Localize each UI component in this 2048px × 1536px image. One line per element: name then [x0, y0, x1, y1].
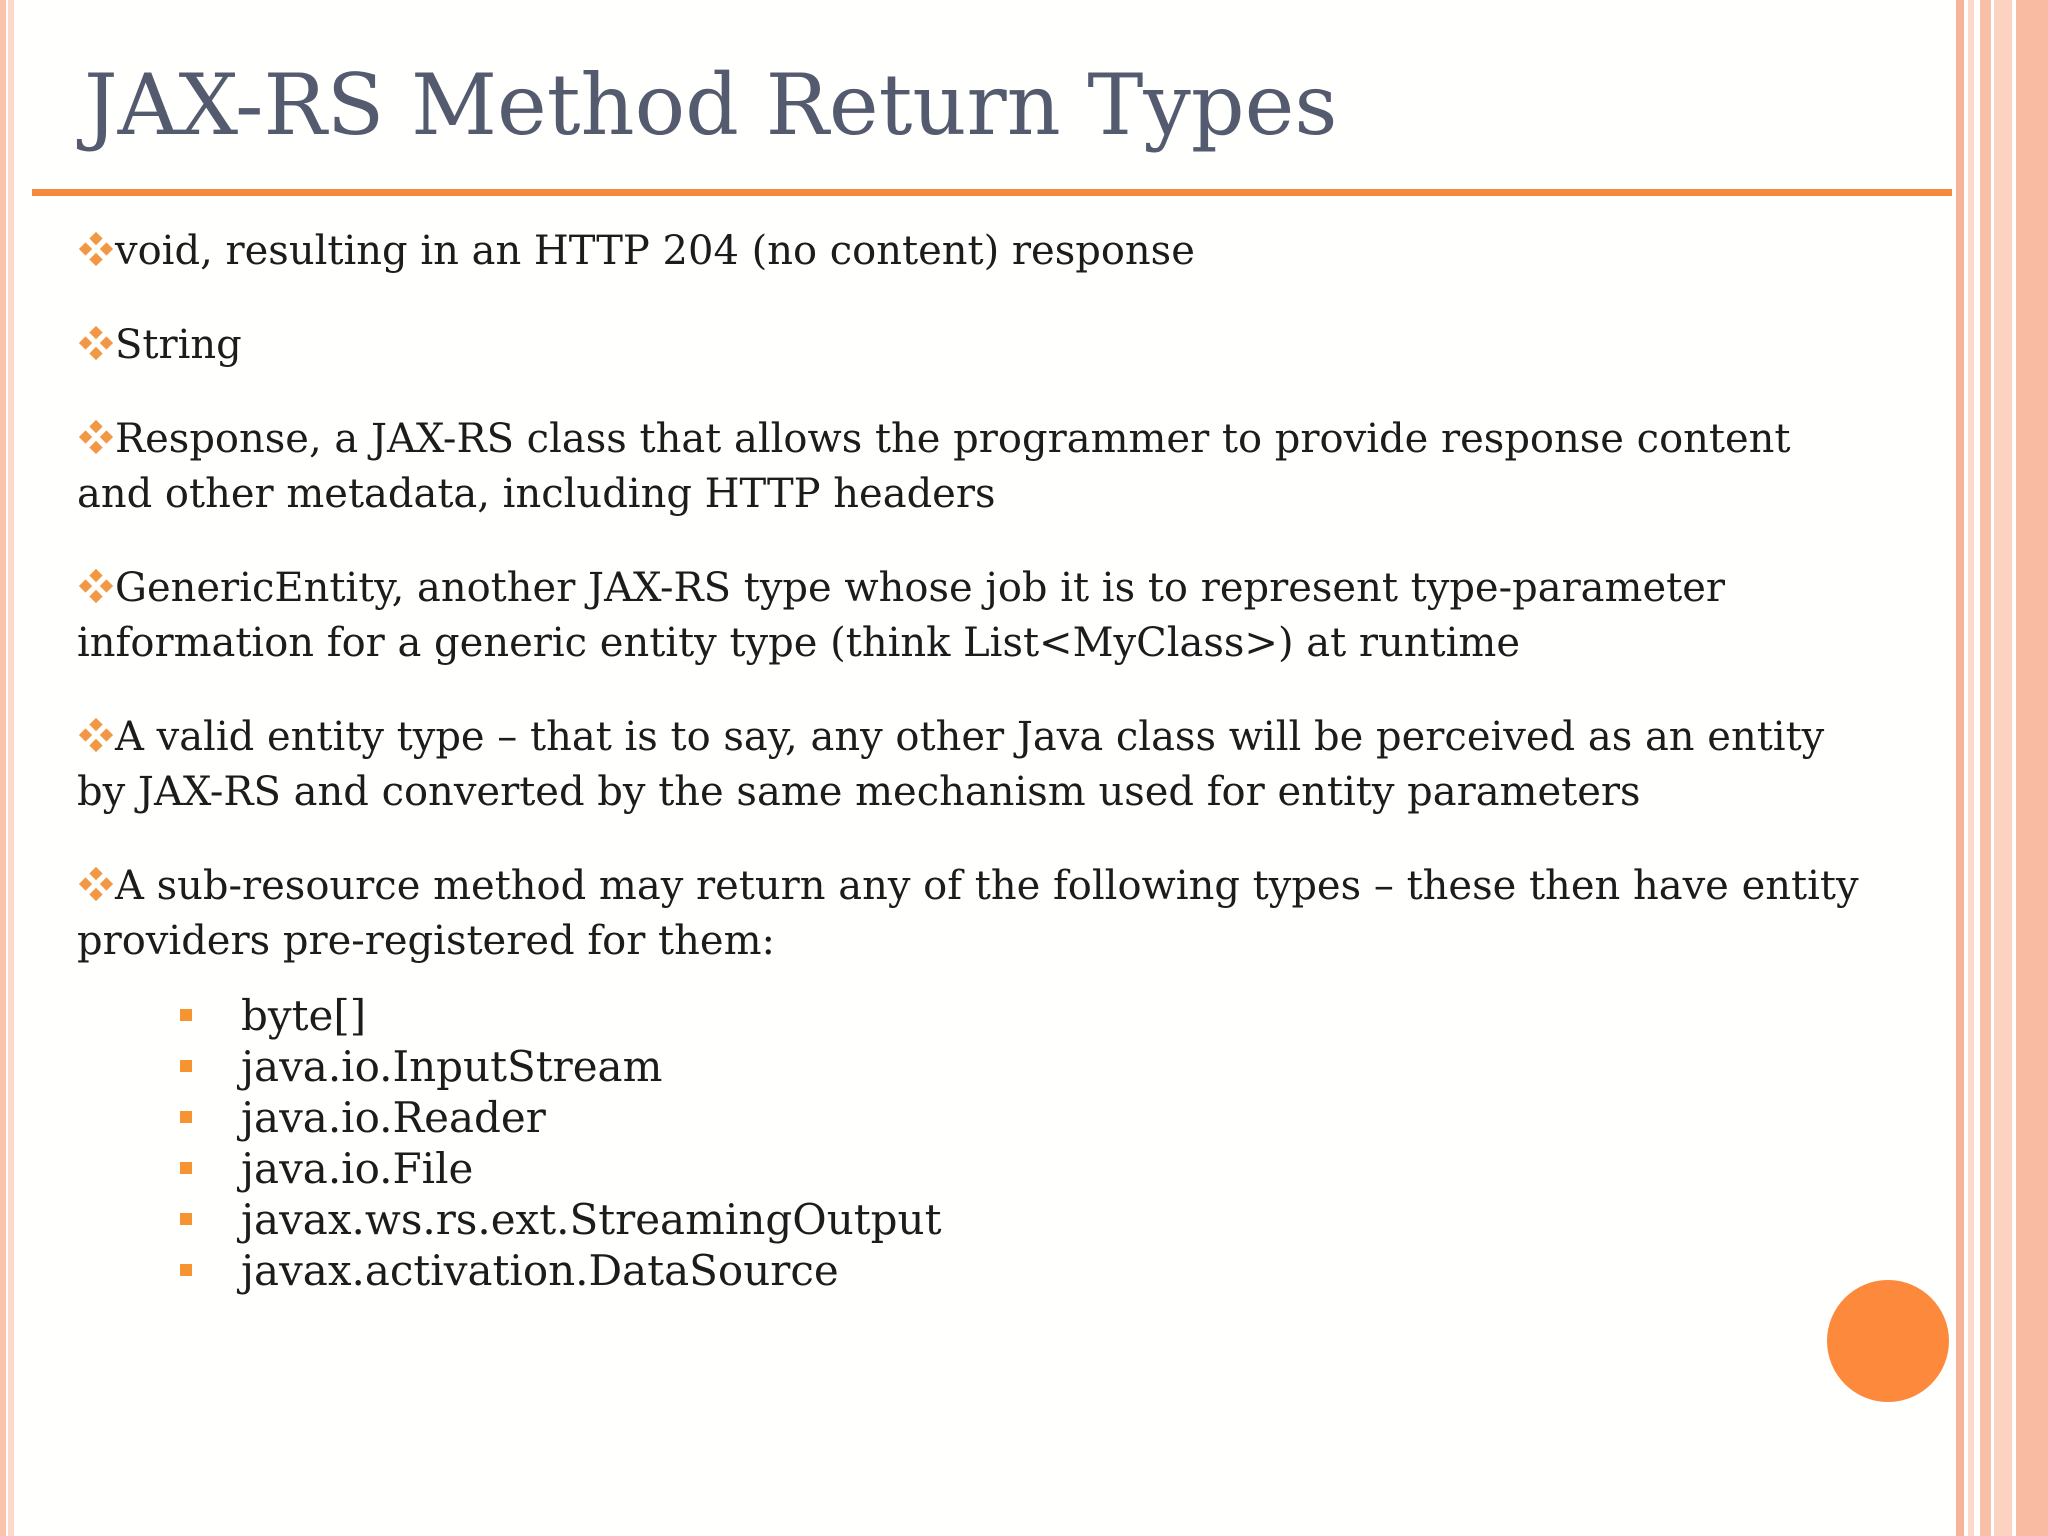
decorative-circle: [1827, 1280, 1949, 1402]
list-item: [241, 1245, 1867, 1296]
bullet-text: Response, a JAX-RS class that allows the programmer to provide response content and other metadata, including HTTP headers: [77, 416, 1791, 517]
bullet-text: void, resulting in an HTTP 204 (no content) response: [115, 228, 1195, 274]
list-item-text: byte[]: [241, 991, 367, 1040]
bullet-paragraph: [77, 412, 1867, 522]
diamond-cluster-icon: [77, 418, 115, 456]
bullet-paragraph: [77, 318, 1867, 373]
bullet-paragraph: [77, 710, 1867, 820]
slide-body: [77, 224, 1867, 1296]
bullet-text: String: [115, 322, 242, 368]
title-underline: [32, 189, 1952, 196]
list-item: [241, 990, 1867, 1041]
square-bullet-icon: [180, 1213, 192, 1225]
right-border-stripe: [1968, 0, 1974, 1536]
square-bullet-icon: [180, 1111, 192, 1123]
diamond-cluster-icon: [77, 716, 115, 754]
list-item-text: java.io.File: [241, 1144, 474, 1193]
return-types-list: [77, 990, 1867, 1296]
list-item-text: javax.activation.DataSource: [241, 1246, 839, 1295]
diamond-cluster-icon: [77, 230, 115, 268]
list-item: [241, 1194, 1867, 1245]
bullet-paragraph: [77, 224, 1867, 279]
diamond-cluster-icon: [77, 865, 115, 903]
bullet-text: A valid entity type – that is to say, any other Java class will be perceived as an entity by JAX-RS and converted by the same mechanism used for entity parameters: [77, 714, 1825, 815]
bullet-paragraph: [77, 859, 1867, 969]
bullet-text: A sub-resource method may return any of the following types – these then have entity providers pre-registered for them:: [77, 863, 1859, 964]
list-item: [241, 1041, 1867, 1092]
list-item: [241, 1143, 1867, 1194]
right-border-stripe: [2016, 0, 2048, 1536]
square-bullet-icon: [180, 1009, 192, 1021]
square-bullet-icon: [180, 1264, 192, 1276]
bullet-text: GenericEntity, another JAX-RS type whose job it is to represent type-parameter information for a generic entity type (think List<MyClass>) at runtime: [77, 565, 1725, 666]
slide-title: JAX-RS Method Return Types: [84, 56, 1338, 154]
right-border-stripe: [1994, 0, 2012, 1536]
diamond-cluster-icon: [77, 324, 115, 362]
left-border-stripe: [8, 0, 14, 1536]
list-item-text: java.io.InputStream: [241, 1042, 663, 1091]
square-bullet-icon: [180, 1162, 192, 1174]
right-border-stripe: [1980, 0, 1991, 1536]
right-border-stripe: [1956, 0, 1964, 1536]
list-item-text: java.io.Reader: [241, 1093, 546, 1142]
list-item-text: javax.ws.rs.ext.StreamingOutput: [241, 1195, 942, 1244]
list-item: [241, 1092, 1867, 1143]
square-bullet-icon: [180, 1060, 192, 1072]
left-border-stripe: [0, 0, 6, 1536]
bullet-paragraph: [77, 561, 1867, 671]
diamond-cluster-icon: [77, 567, 115, 605]
